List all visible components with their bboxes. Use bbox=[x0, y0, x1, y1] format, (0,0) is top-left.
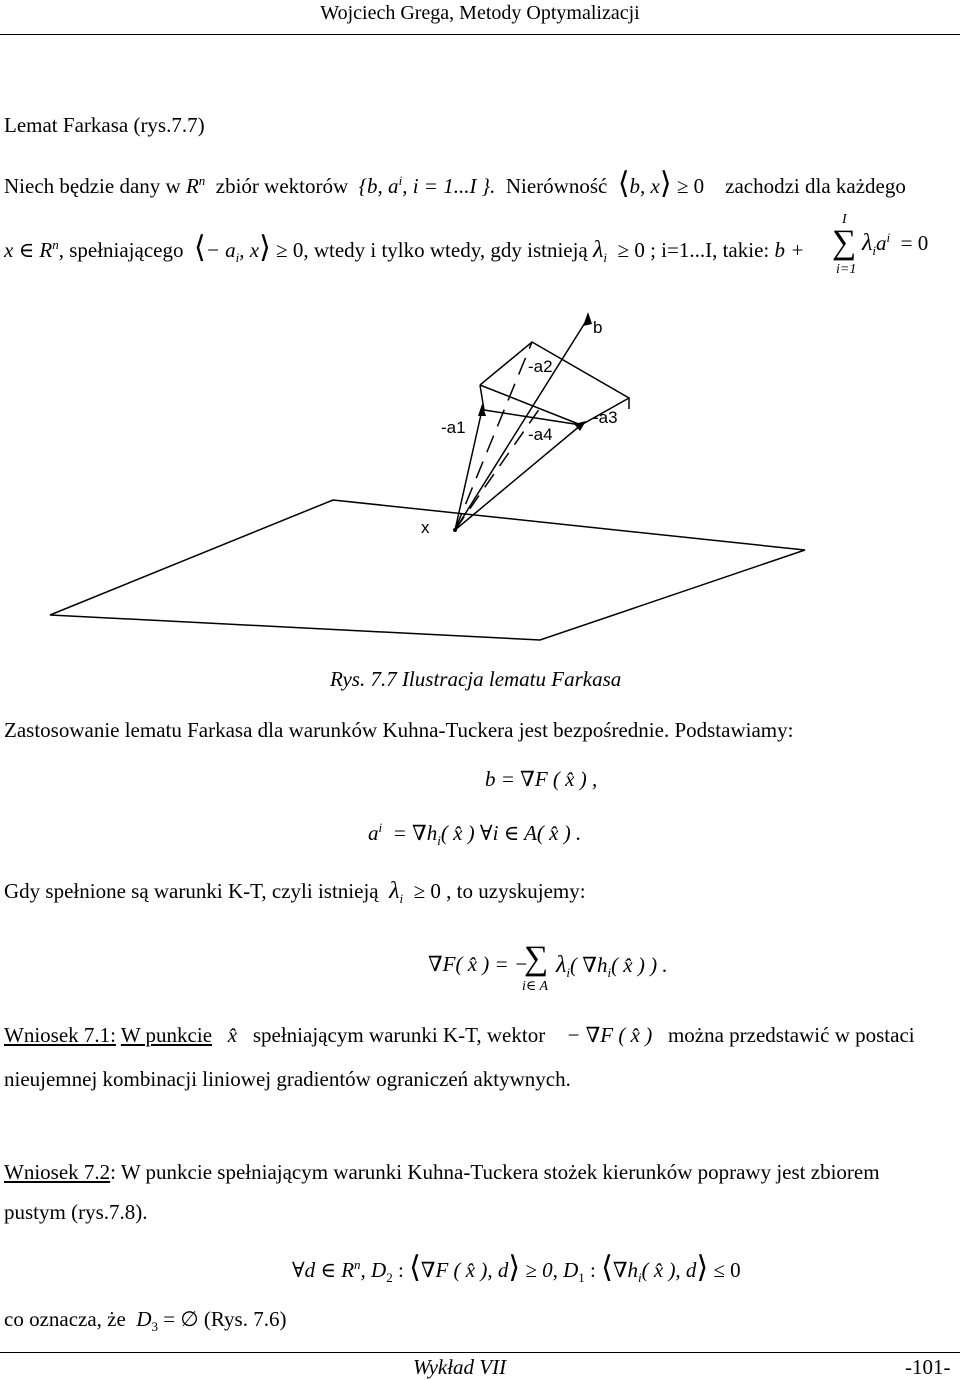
math-inner: ( x̂ ), d bbox=[641, 1258, 697, 1282]
math-sup: n bbox=[52, 237, 59, 252]
body-paragraph-2 bbox=[4, 878, 586, 907]
angle-left: ⟨ bbox=[409, 1251, 421, 1284]
math-set: {b, a bbox=[358, 174, 399, 198]
equation-cones bbox=[292, 1250, 741, 1286]
math-sub: i bbox=[872, 243, 877, 259]
footer-lecture: Wykład VII bbox=[413, 1355, 507, 1379]
math-D3: D bbox=[136, 1307, 152, 1331]
equation-b-text: b = ∇F ( x̂ ) , bbox=[485, 767, 598, 791]
corollary-2-label: Wniosek 7.2 bbox=[4, 1160, 111, 1184]
corollary-2-text: : W punkcie spełniającym warunki Kuhna-Tuckera stożek kierunków poprawy jest zbiorem bbox=[110, 1160, 880, 1184]
math-inner: − a bbox=[205, 238, 236, 262]
lemma-title: Lemat Farkasa (rys.7.7) bbox=[4, 113, 205, 137]
math-rest: ( x̂ ) ∀i ∈ A( x̂ ) . bbox=[440, 821, 582, 845]
body-text: Gdy spełnione są warunki K-T, czyli istnieją bbox=[4, 879, 379, 903]
math-sub: i bbox=[603, 250, 608, 266]
math-neg-grad: − ∇F ( x̂ ) bbox=[566, 1023, 653, 1047]
math-rest: ( x̂ ) ) . bbox=[611, 953, 668, 977]
label-a4: -a4 bbox=[528, 425, 553, 444]
math-a: a bbox=[876, 231, 887, 255]
math-empty: = ∅ (Rys. 7.6) bbox=[163, 1307, 287, 1331]
math-sub: i bbox=[638, 1270, 642, 1286]
math-sub: i bbox=[437, 833, 441, 849]
corollary-2-final bbox=[4, 1307, 286, 1335]
angle-left: ⟨ bbox=[193, 231, 206, 264]
corollary-2-line-1 bbox=[4, 1160, 880, 1185]
math-grad-h: ∇h bbox=[612, 1258, 638, 1282]
label-a2: -a2 bbox=[528, 357, 553, 376]
footer-rule bbox=[0, 1352, 960, 1353]
math-sup: i bbox=[378, 820, 383, 835]
corollary-1-label: Wniosek 7.1: bbox=[4, 1023, 116, 1047]
math-le: ≤ 0 bbox=[713, 1258, 741, 1282]
equation-b bbox=[485, 767, 597, 792]
math-x-in-R: x ∈ R bbox=[4, 238, 53, 262]
corollary-1-text: W punkcie bbox=[120, 1023, 213, 1047]
corollary-2-line-2: pustym (rys.7.8). bbox=[4, 1200, 148, 1224]
label-x: x bbox=[421, 518, 430, 537]
math-lambda: λ bbox=[862, 230, 873, 256]
math-a: a bbox=[368, 821, 379, 845]
math-inner: ∇F ( x̂ ), d bbox=[420, 1258, 509, 1282]
math-d2: , D bbox=[360, 1258, 387, 1282]
equation-gradient bbox=[428, 952, 528, 977]
lemma-text: ≥ 0, wtedy i tylko wtedy, gdy istnieją bbox=[276, 238, 588, 262]
math-symbol: R bbox=[185, 174, 199, 198]
angle-right: ⟩ bbox=[659, 167, 672, 200]
lemma-text: , spełniającego bbox=[58, 238, 184, 262]
label-b: b bbox=[593, 318, 603, 337]
footer-page-number: -101- bbox=[905, 1355, 951, 1379]
math-ge: ≥ 0 bbox=[676, 174, 705, 198]
lemma-text: Niech będzie dany w bbox=[4, 174, 181, 198]
sum-lower-limit: i=1 bbox=[836, 262, 857, 277]
math-xhat: x̂ bbox=[227, 1023, 238, 1047]
math-sub: 3 bbox=[151, 1319, 158, 1335]
math-inner: b, x bbox=[629, 174, 660, 198]
math-sup: i bbox=[398, 173, 403, 188]
lemma-text: Nierówność bbox=[505, 174, 608, 198]
angle-right: ⟩ bbox=[508, 1251, 521, 1284]
math-sub: 2 bbox=[386, 1270, 393, 1286]
equation-a bbox=[368, 820, 581, 849]
math-sup: n bbox=[354, 1257, 361, 1272]
body-text: ≥ 0 , to uzyskujemy: bbox=[413, 879, 586, 903]
math-grad-h: = ∇h bbox=[392, 821, 438, 845]
math-sub: 1 bbox=[578, 1270, 585, 1286]
math-lambda: λ bbox=[556, 952, 567, 978]
lemma-text: ≥ 0 ; i=1...I, takie: bbox=[617, 238, 770, 262]
math-sup: n bbox=[198, 173, 206, 188]
math-inner: , x bbox=[239, 238, 260, 262]
sum-symbol: ∑ bbox=[524, 940, 549, 977]
sum-upper-limit: I bbox=[842, 212, 847, 227]
math-sub: i bbox=[566, 965, 571, 981]
lemma-text: zbiór wektorów bbox=[215, 174, 349, 198]
body-text: co oznacza, że bbox=[4, 1307, 126, 1331]
math-lambda: λ bbox=[389, 878, 400, 904]
corollary-1-line-2: nieujemnej kombinacji liniowej gradientów ograniczeń aktywnych. bbox=[4, 1067, 571, 1091]
equation-gradient-rhs bbox=[556, 952, 668, 981]
math-set-rest: , i = 1...I }. bbox=[402, 174, 496, 198]
math-eq: = 0 bbox=[900, 231, 929, 255]
math-sub: i bbox=[399, 891, 404, 907]
page-header: Wojciech Grega, Metody Optymalizacji bbox=[320, 2, 640, 24]
angle-right: ⟩ bbox=[696, 1251, 709, 1284]
math-sup: i bbox=[886, 230, 891, 245]
label-a1: -a1 bbox=[441, 418, 466, 437]
math-colon: : bbox=[584, 1258, 602, 1282]
corollary-1-text: można przedstawić w postaci bbox=[667, 1023, 915, 1047]
sum-symbol: ∑ bbox=[832, 224, 857, 261]
math-grad-h: ( ∇h bbox=[570, 953, 608, 977]
figure-caption: Rys. 7.7 Ilustracja lematu Farkasa bbox=[330, 667, 622, 691]
corollary-1-line-1 bbox=[4, 1023, 915, 1048]
sum-lower-limit: i∈ A bbox=[522, 979, 549, 994]
angle-left: ⟨ bbox=[617, 167, 630, 200]
angle-left: ⟨ bbox=[601, 1251, 613, 1284]
lemma-text: zachodzi dla każdego bbox=[725, 174, 906, 198]
math-b-plus: b + bbox=[774, 238, 805, 262]
corollary-1-text: spełniającym warunki K-T, wektor bbox=[252, 1023, 546, 1047]
math-lambda: λ bbox=[593, 237, 604, 263]
body-paragraph-1: Zastosowanie lematu Farkasa dla warunków Kuhna-Tuckera jest bezpośrednie. Podstawiamy: bbox=[4, 718, 794, 742]
angle-right: ⟩ bbox=[259, 231, 271, 264]
math-lhs: ∇F( x̂ ) = − bbox=[428, 952, 529, 976]
math-d1: ≥ 0, D bbox=[525, 1258, 579, 1282]
math-colon: : bbox=[392, 1258, 410, 1282]
math-sub: i bbox=[235, 250, 240, 266]
math-forall: ∀d ∈ R bbox=[292, 1258, 355, 1282]
label-a3: -a3 bbox=[593, 408, 618, 427]
math-sub: i bbox=[607, 965, 612, 981]
